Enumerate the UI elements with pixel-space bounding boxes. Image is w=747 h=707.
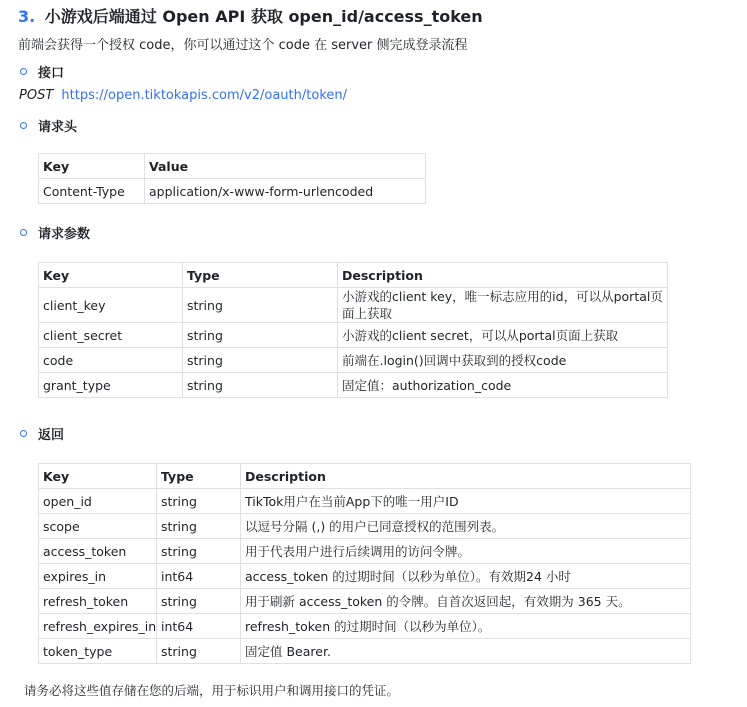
bullet-interface — [20, 62, 64, 81]
column-header: Value — [145, 154, 426, 179]
table-cell: expires_in — [39, 564, 157, 589]
bullet-params — [20, 223, 90, 242]
table-cell: access_token 的过期时间（以秒为单位）。有效期24 小时 — [241, 564, 691, 589]
table-cell: int64 — [157, 614, 241, 639]
table-cell: string — [183, 288, 338, 323]
bullet-label: 接口 — [38, 66, 65, 81]
column-header: Description — [241, 464, 691, 489]
table-cell: 小游戏的client key，唯一标志应用的id，可以从portal页面上获取 — [338, 288, 668, 323]
bullet-circle-icon — [20, 68, 27, 75]
table-row — [39, 373, 668, 398]
table-cell: access_token — [39, 539, 157, 564]
column-header: Type — [157, 464, 241, 489]
bullet-circle-icon — [20, 122, 27, 129]
table-cell: 用于代表用户进行后续调用的访问令牌。 — [241, 539, 691, 564]
column-header: Key — [39, 154, 145, 179]
table-row — [39, 639, 691, 664]
bullet-label: 返回 — [38, 428, 65, 443]
table-cell: string — [183, 323, 338, 348]
table-cell: 小游戏的client secret，可以从portal页面上获取 — [338, 323, 668, 348]
table-header-row — [39, 263, 668, 288]
column-header: Type — [183, 263, 338, 288]
bullet-circle-icon — [20, 229, 27, 236]
table-cell: string — [157, 489, 241, 514]
section-heading — [18, 4, 483, 27]
table-cell: 固定值 Bearer. — [241, 639, 691, 664]
bullet-headers — [20, 116, 77, 135]
footer-note: 请务必将这些值存储在您的后端，用于标识用户和调用接口的凭证。 — [24, 683, 400, 698]
table-cell: application/x-www-form-urlencoded — [145, 179, 426, 204]
table-row — [39, 179, 426, 204]
http-method: POST — [19, 88, 54, 103]
table-cell: string — [157, 639, 241, 664]
table-cell: string — [157, 589, 241, 614]
table-header-row — [39, 464, 691, 489]
table-cell: 固定值：authorization_code — [338, 373, 668, 398]
bullet-circle-icon — [20, 430, 27, 437]
table-cell: TikTok用户在当前App下的唯一用户ID — [241, 489, 691, 514]
column-header: Key — [39, 263, 183, 288]
table-cell: refresh_expires_in — [39, 614, 157, 639]
bullet-label: 请求参数 — [38, 227, 91, 242]
table-cell: 前端在.login()回调中获取到的授权code — [338, 348, 668, 373]
params-table — [38, 262, 668, 398]
table-cell: refresh_token — [39, 589, 157, 614]
table-row — [39, 614, 691, 639]
table-row — [39, 564, 691, 589]
table-header-row — [39, 154, 426, 179]
table-cell: string — [183, 348, 338, 373]
bullet-response — [20, 424, 64, 443]
table-row — [39, 589, 691, 614]
headers-table — [38, 153, 426, 204]
table-cell: Content-Type — [39, 179, 145, 204]
table-cell: scope — [39, 514, 157, 539]
table-cell: client_secret — [39, 323, 183, 348]
table-cell: string — [157, 514, 241, 539]
table-cell: open_id — [39, 489, 157, 514]
endpoint-line — [19, 88, 347, 103]
column-header: Key — [39, 464, 157, 489]
table-row — [39, 539, 691, 564]
table-cell: refresh_token 的过期时间（以秒为单位）。 — [241, 614, 691, 639]
table-row — [39, 514, 691, 539]
table-cell: string — [157, 539, 241, 564]
endpoint-url-link[interactable]: https://open.tiktokapis.com/v2/oauth/token/ — [61, 88, 347, 103]
table-cell: 用于刷新 access_token 的令牌。自首次返回起，有效期为 365 天。 — [241, 589, 691, 614]
table-row — [39, 323, 668, 348]
table-cell: token_type — [39, 639, 157, 664]
heading-number: 3. — [18, 7, 36, 26]
response-table — [38, 463, 691, 664]
table-cell: 以逗号分隔 (,) 的用户已同意授权的范围列表。 — [241, 514, 691, 539]
table-cell: code — [39, 348, 183, 373]
table-row — [39, 489, 691, 514]
intro-text: 前端会获得一个授权 code，你可以通过这个 code 在 server 侧完成登录流程 — [18, 38, 468, 53]
table-cell: string — [183, 373, 338, 398]
table-row — [39, 348, 668, 373]
heading-text: 小游戏后端通过 Open API 获取 open_id/access_token — [44, 7, 483, 26]
table-cell: client_key — [39, 288, 183, 323]
column-header: Description — [338, 263, 668, 288]
table-cell: grant_type — [39, 373, 183, 398]
table-row — [39, 288, 668, 323]
bullet-label: 请求头 — [38, 120, 78, 135]
table-cell: int64 — [157, 564, 241, 589]
